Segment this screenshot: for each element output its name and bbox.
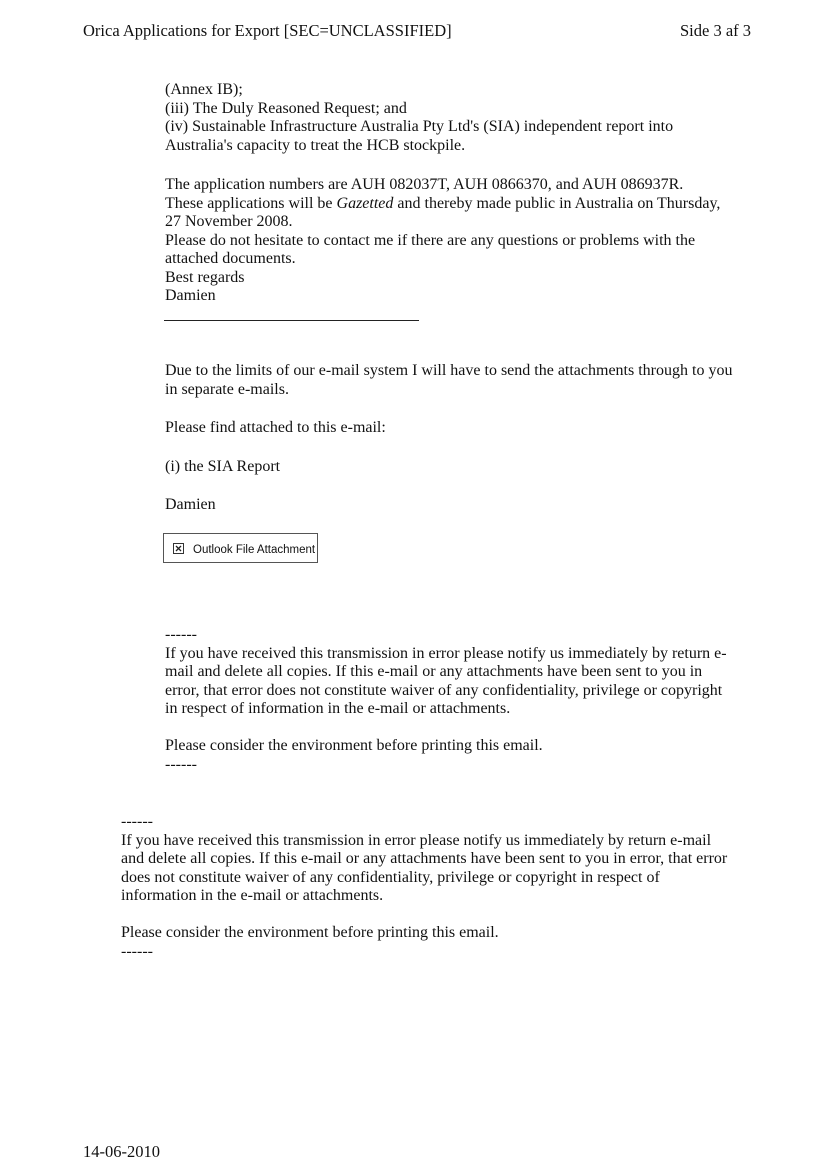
broken-image-icon — [173, 543, 184, 554]
disclaimer-line: If you have received this transmission in error please notify us immediately by return e-mail — [121, 831, 712, 849]
environment-note: Please consider the environment before printing this email. — [165, 737, 543, 754]
footer-date: 14-06-2010 — [83, 1142, 160, 1161]
disclaimer-line: mail and delete all copies. If this e-mail or any attachments have been sent to you in — [165, 663, 703, 680]
disclaimer-line: in respect of information in the e-mail or attachments. — [165, 700, 511, 717]
dashes: ------ — [121, 813, 153, 830]
intro-paragraph — [165, 362, 732, 399]
dashes: ------ — [121, 942, 153, 960]
dashes: ------ — [165, 755, 197, 773]
attachment-list — [165, 81, 673, 155]
contact-line: attached documents. — [165, 250, 296, 267]
regards: Best regards — [165, 268, 245, 286]
disclaimer-line: does not constitute waiver of any confidentiality, privilege or copyright in respect of — [121, 868, 660, 886]
gazette-line: These applications will be Gazetted and thereby made public in Australia on Thursday, — [165, 194, 721, 212]
signature: Damien — [165, 287, 216, 304]
list-line: (iii) The Duly Reasoned Request; and — [165, 99, 407, 117]
gazette-date: 27 November 2008. — [165, 213, 293, 230]
list-line: Australia's capacity to treat the HCB stockpile. — [165, 136, 466, 154]
find-attached: Please find attached to this e-mail: — [165, 419, 386, 436]
attachment-item: (i) the SIA Report — [165, 458, 281, 475]
gazette-emphasis: Gazetted — [336, 194, 394, 212]
divider — [164, 320, 419, 321]
disclaimer-line: error, that error does not constitute waiver of any confidentiality, privilege or copyright — [165, 681, 723, 699]
intro-line: in separate e-mails. — [165, 380, 289, 398]
disclaimer-inner — [165, 626, 727, 719]
environment-note: Please consider the environment before printing this email. — [121, 924, 499, 941]
header-title: Orica Applications for Export [SEC=UNCLASSIFIED] — [83, 21, 452, 40]
disclaimer-line: and delete all copies. If this e-mail or any attachments have been sent to you in error, that error — [121, 850, 728, 867]
disclaimer-outer — [121, 813, 727, 906]
intro-line: Due to the limits of our e-mail system I will have to send the attachments through to you — [165, 362, 733, 379]
dashes: ------ — [165, 626, 197, 643]
list-line: (iv) Sustainable Infrastructure Australia Pty Ltd's (SIA) independent report into — [165, 118, 674, 135]
disclaimer-line: If you have received this transmission in error please notify us immediately by return e- — [165, 644, 727, 662]
environment-note-outer — [121, 924, 499, 961]
outlook-attachment[interactable] — [163, 533, 318, 563]
letter-paragraph — [165, 176, 720, 306]
list-line: (Annex IB); — [165, 81, 243, 98]
disclaimer-line: information in the e-mail or attachments. — [121, 887, 384, 904]
attachment-label: Outlook File Attachment — [193, 544, 316, 556]
environment-note-inner — [165, 737, 543, 774]
signature: Damien — [165, 496, 216, 513]
application-numbers: The application numbers are AUH 082037T, AUH 0866370, and AUH 086937R. — [165, 176, 684, 193]
contact-line: Please do not hesitate to contact me if there are any questions or problems with the — [165, 231, 696, 249]
page-number: Side 3 af 3 — [680, 21, 752, 40]
